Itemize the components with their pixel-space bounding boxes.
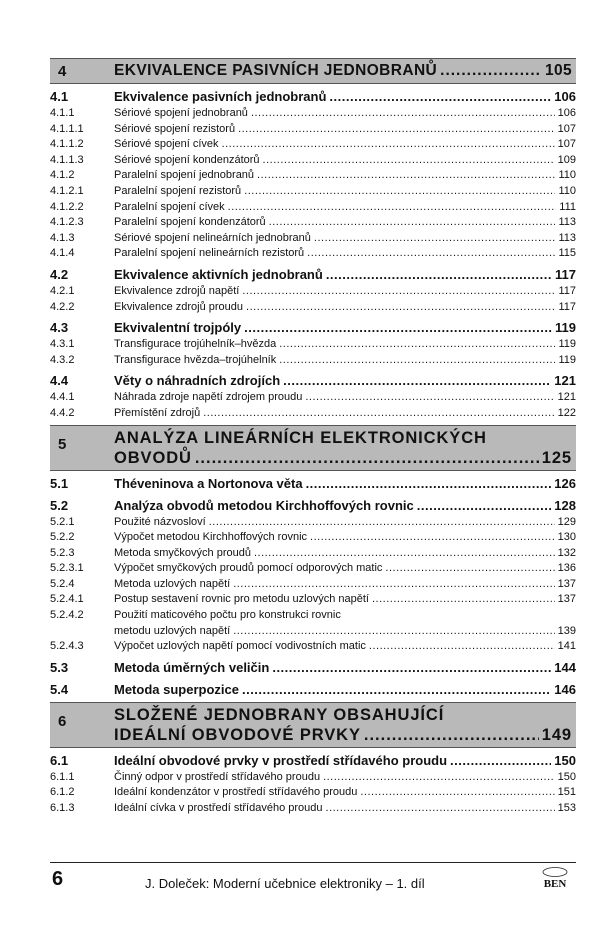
entry-title: Činný odpor v prostředí střídavého proudu [114, 770, 321, 783]
footer-divider [50, 862, 576, 863]
entry-title: Ekvivalence pasivních jednobranů [114, 89, 327, 104]
entry-page: 121 [554, 373, 576, 389]
entry-number: 6.1 [50, 752, 69, 768]
entry-title: Metoda úměrných veličin [114, 659, 270, 675]
entry-title: Přemístění zdrojů [114, 406, 201, 419]
entry-number: 4.1.4 [50, 247, 75, 260]
entry-number: 6.1.3 [50, 802, 75, 815]
entry-number: 5.3 [50, 659, 69, 675]
toc-entry[interactable] [50, 785, 576, 801]
leader-dots [306, 475, 552, 493]
footer-text: J. Doleček: Moderní učebnice elektroniky – 1. díl [145, 876, 425, 891]
chapter-title-text: OBVODŮ [114, 448, 192, 467]
entry-title: Ideální kondenzátor v prostředí střídavého proudu [114, 786, 358, 799]
entry-page: 129 [557, 515, 576, 528]
entry-page: 106 [557, 107, 576, 119]
entry-title: Metoda uzlových napětí [114, 577, 231, 590]
entry-title: Metoda superpozice [114, 681, 239, 697]
toc-section[interactable] [50, 681, 576, 699]
toc-entry[interactable] [50, 200, 576, 216]
leader-dots [369, 639, 555, 655]
entry-number: 4.1.1 [50, 107, 75, 119]
toc-entry[interactable] [50, 231, 576, 247]
entry-number: 4.3 [50, 320, 69, 336]
entry-title: Postup sestavení rovnic pro metodu uzlových napětí [114, 593, 369, 606]
toc-entry[interactable] [50, 184, 576, 200]
entry-page: 122 [557, 406, 576, 419]
toc-entry[interactable] [50, 406, 576, 422]
entry-number: 5.2.4.1 [50, 593, 84, 606]
entry-title: Ideální obvodové prvky v prostředí střídavého proudu [114, 752, 448, 768]
entry-number: 4.1.2.1 [50, 184, 84, 197]
leader-dots [244, 184, 555, 200]
table-of-contents [50, 55, 576, 817]
entry-page: 119 [558, 338, 576, 351]
chapter-page: 149 [541, 725, 572, 744]
leader-dots [233, 624, 554, 640]
entry-page: 153 [557, 802, 576, 815]
toc-entry[interactable] [50, 515, 576, 531]
chapter-title-text: EKVIVALENCE PASIVNÍCH JEDNOBRANŮ [114, 62, 438, 79]
entry-page: 115 [558, 247, 576, 260]
entry-number: 4.2 [50, 266, 69, 282]
entry-number: 5.1 [50, 475, 69, 491]
leader-dots [233, 577, 554, 593]
toc-entry[interactable] [50, 168, 576, 184]
entry-title: Paralelní spojení kondenzátorů [114, 216, 266, 229]
chapter-heading [50, 58, 576, 84]
chapter-number: 4 [58, 63, 67, 80]
leader-dots [307, 246, 555, 262]
leader-dots [279, 353, 555, 369]
leader-dots [417, 497, 552, 515]
leader-dots [195, 448, 539, 468]
toc-entry-continuation[interactable] [50, 624, 576, 640]
entry-page: 121 [557, 391, 576, 404]
leader-dots [272, 659, 551, 677]
entry-page: 151 [557, 786, 576, 799]
entry-title: Výpočet metodou Kirchhoffových rovnic [114, 531, 308, 544]
chapter-number: 5 [58, 435, 67, 453]
chapter-page: 125 [541, 448, 572, 467]
toc-entry[interactable] [50, 337, 576, 353]
leader-dots [246, 300, 555, 316]
entry-page: 128 [554, 497, 576, 513]
toc-entry[interactable] [50, 546, 576, 562]
leader-dots [257, 168, 555, 184]
entry-title: Ekvivalentní trojpóly [114, 320, 242, 336]
entry-page: 117 [558, 300, 576, 313]
leader-dots [360, 785, 554, 801]
leader-dots [228, 200, 557, 216]
toc-entry[interactable] [50, 577, 576, 593]
entry-title: Paralelní spojení nelineárních rezistorů [114, 247, 305, 260]
toc-entry[interactable] [50, 530, 576, 546]
entry-number: 4.1.2.3 [50, 216, 84, 229]
chapter-page: 105 [544, 62, 572, 79]
leader-dots [269, 215, 556, 231]
chapter-title [114, 703, 572, 747]
entry-title: Věty o náhradních zdrojích [114, 373, 281, 389]
entry-page: 141 [557, 640, 576, 653]
entry-page: 107 [557, 138, 576, 151]
leader-dots [314, 231, 556, 247]
toc-section[interactable] [50, 497, 576, 515]
entry-page: 137 [557, 593, 576, 606]
entry-page: 113 [558, 216, 576, 229]
toc-section[interactable] [50, 475, 576, 493]
entry-page: 117 [555, 266, 576, 282]
leader-dots [364, 725, 539, 745]
entry-number: 5.2.4.3 [50, 640, 84, 653]
toc-entry[interactable] [50, 122, 576, 138]
entry-number: 5.2.4 [50, 577, 75, 590]
toc-entry[interactable] [50, 246, 576, 262]
entry-number: 4.1.1.2 [50, 138, 84, 151]
entry-number: 4.1.2.2 [50, 200, 84, 213]
entry-page: 110 [558, 169, 576, 182]
entry-title: Sériové spojení jednobranů [114, 107, 248, 119]
entry-title: Sériové spojení cívek [114, 138, 219, 151]
entry-page: 146 [554, 681, 576, 697]
chapter-title [114, 59, 572, 83]
toc-section[interactable] [50, 659, 576, 677]
entry-number: 5.2.4.2 [50, 609, 84, 622]
toc-entry[interactable] [50, 592, 576, 608]
entry-number: 4.4.2 [50, 406, 75, 419]
entry-number: 4.4 [50, 373, 69, 389]
entry-page: 113 [558, 231, 576, 244]
toc-entry[interactable] [50, 215, 576, 231]
entry-number: 4.3.1 [50, 338, 75, 351]
toc-entry[interactable] [50, 608, 576, 624]
entry-page: 144 [554, 659, 576, 675]
toc-section[interactable] [50, 319, 576, 337]
leader-dots [251, 106, 555, 122]
entry-number: 4.3.2 [50, 353, 75, 366]
toc-entry[interactable] [50, 561, 576, 577]
chapter-heading [50, 702, 576, 748]
leader-dots [242, 681, 551, 699]
entry-page: 137 [557, 577, 576, 590]
chapter-title-line [114, 61, 572, 81]
entry-title: Náhrada zdroje napětí zdrojem proudu [114, 391, 303, 404]
entry-number: 6.1.2 [50, 786, 75, 799]
toc-entry[interactable] [50, 137, 576, 153]
entry-title: Ekvivalence aktivních jednobranů [114, 266, 323, 282]
leader-dots [326, 801, 555, 817]
toc-entry[interactable] [50, 106, 576, 122]
entry-title: Transfigurace trojúhelník–hvězda [114, 338, 277, 351]
leader-dots [323, 770, 555, 786]
chapter-title-text: ANALÝZA LINEÁRNÍCH ELEKTRONICKÝCH [114, 428, 487, 447]
leader-dots [209, 515, 555, 531]
entry-title: Sériové spojení nelineárních jednobranů [114, 231, 311, 244]
chapter-title-line [114, 428, 572, 448]
leader-dots [238, 122, 555, 138]
entry-number: 4.1.3 [50, 231, 75, 244]
entry-title: Ekvivalence zdrojů napětí [114, 284, 240, 297]
entry-page: 136 [557, 562, 576, 575]
publisher-logo [534, 866, 576, 890]
leader-dots [450, 752, 551, 770]
entry-page: 119 [558, 353, 576, 366]
entry-number: 4.1.1.3 [50, 153, 84, 166]
chapter-title-text: SLOŽENÉ JEDNOBRANY OBSAHUJÍCÍ [114, 705, 445, 724]
entry-title: Ideální cívka v prostředí střídavého proudu [114, 802, 323, 815]
leader-dots [222, 137, 555, 153]
entry-page: 117 [558, 284, 576, 297]
chapter-number: 6 [58, 712, 67, 730]
chapter-title-line [114, 448, 572, 468]
toc-entry[interactable] [50, 153, 576, 169]
entry-page: 111 [559, 200, 576, 213]
toc-section[interactable] [50, 752, 576, 770]
entry-title: Použití maticového počtu pro konstrukci rovnic [114, 609, 341, 622]
leader-dots [385, 561, 554, 577]
entry-number: 4.4.1 [50, 391, 75, 404]
toc-section[interactable] [50, 88, 576, 106]
chapter-title-line [114, 725, 572, 745]
entry-title: Paralelní spojení rezistorů [114, 184, 242, 197]
entry-title: Paralelní spojení cívek [114, 200, 225, 213]
entry-page: 139 [557, 624, 576, 637]
chapter-title-line [114, 705, 572, 725]
leader-dots [283, 372, 551, 390]
leader-dots [440, 61, 542, 81]
entry-number: 4.1.1.1 [50, 122, 84, 135]
entry-title: Výpočet smyčkových proudů pomocí odporových matic [114, 562, 383, 575]
leader-dots [263, 153, 555, 169]
toc-entry[interactable] [50, 390, 576, 406]
entry-number: 4.2.2 [50, 300, 75, 313]
entry-page: 107 [557, 122, 576, 135]
toc-entry[interactable] [50, 353, 576, 369]
leader-dots [305, 390, 554, 406]
entry-title: Použité názvosloví [114, 515, 206, 528]
chapter-title-text: IDEÁLNÍ OBVODOVÉ PRVKY [114, 725, 361, 744]
entry-number: 5.2.3 [50, 546, 75, 559]
entry-title: Paralelní spojení jednobranů [114, 169, 255, 182]
entry-number: 4.1 [50, 89, 69, 104]
toc-entry[interactable] [50, 770, 576, 786]
entry-page: 132 [557, 546, 576, 559]
entry-title: Théveninova a Nortonova věta [114, 475, 303, 491]
entry-number: 5.2.3.1 [50, 562, 84, 575]
page-number: 6 [52, 868, 64, 890]
entry-title: Ekvivalence zdrojů proudu [114, 300, 244, 313]
entry-page: 109 [557, 153, 576, 166]
leader-dots [329, 88, 551, 106]
entry-number: 5.2 [50, 497, 69, 513]
leader-dots [279, 337, 555, 353]
entry-page: 130 [557, 531, 576, 544]
entry-title: Sériové spojení rezistorů [114, 122, 236, 135]
entry-number: 5.2.1 [50, 515, 75, 528]
toc-section[interactable] [50, 266, 576, 284]
toc-entry[interactable] [50, 639, 576, 655]
toc-entry[interactable] [50, 801, 576, 817]
entry-page: 106 [554, 89, 576, 104]
entry-number: 4.2.1 [50, 284, 75, 297]
entry-page: 150 [557, 770, 576, 783]
entry-page: 119 [555, 320, 576, 336]
toc-entry[interactable] [50, 284, 576, 300]
entry-title: metodu uzlových napětí [114, 624, 231, 637]
leader-dots [372, 592, 555, 608]
entry-title: Výpočet uzlových napětí pomocí vodivostních matic [114, 640, 366, 653]
entry-title: Transfigurace hvězda–trojúhelník [114, 353, 277, 366]
entry-number: 5.2.2 [50, 531, 75, 544]
entry-title: Sériové spojení kondenzátorů [114, 153, 260, 166]
entry-title: Metoda smyčkových proudů [114, 546, 251, 559]
chapter-heading [50, 425, 576, 471]
entry-page: 110 [558, 184, 576, 197]
toc-section[interactable] [50, 372, 576, 390]
entry-page: 150 [554, 752, 576, 768]
entry-number: 5.4 [50, 681, 69, 697]
chapter-title [114, 426, 572, 470]
leader-dots [242, 284, 555, 300]
svg-text:BEN: BEN [543, 878, 567, 890]
leader-dots [203, 406, 554, 422]
entry-title: Analýza obvodů metodou Kirchhoffových rovnic [114, 497, 414, 513]
toc-entry[interactable] [50, 300, 576, 316]
leader-dots [254, 546, 555, 562]
entry-number: 6.1.1 [50, 770, 75, 783]
entry-page: 126 [554, 475, 576, 491]
leader-dots [310, 530, 555, 546]
entry-number: 4.1.2 [50, 169, 75, 182]
leader-dots [244, 319, 552, 337]
leader-dots [326, 266, 552, 284]
